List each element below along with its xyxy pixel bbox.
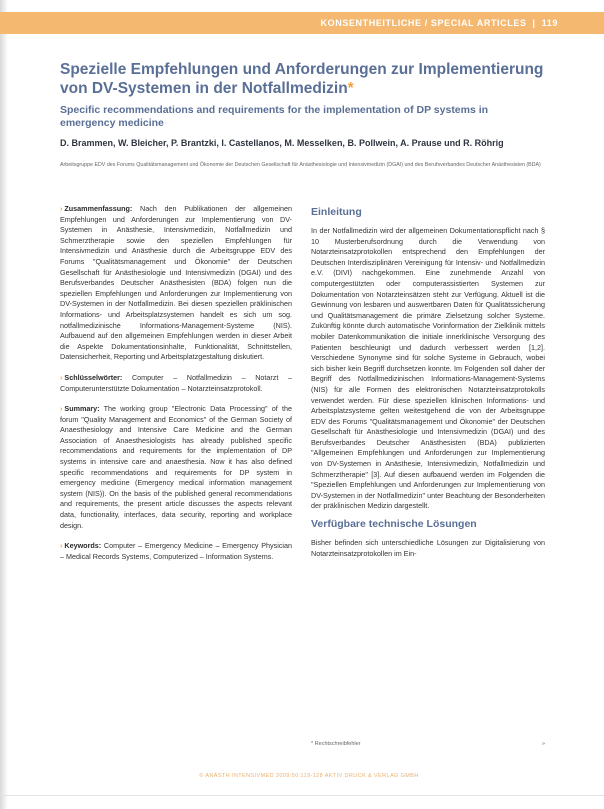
header-separator: | [532,18,536,28]
footnote-text: * Rechtschreibfehler [311,741,361,747]
abstract-english-label: Summary: [64,404,100,414]
section-heading-loesungen: Verfügbare technische Lösungen [311,518,477,531]
page-footer: © ANÄSTH INTENSIVMED 2009;50:119-128 AKTIV DRUCK & VERLAG GMBH [199,773,419,779]
header-page-number: 119 [541,18,558,28]
section-body-einleitung: In der Notfallmedizin wird der allgemeinen Dokumentationspflicht nach § 10 Musterberufsordnung durch die Verwendung von Notarzteinsatzprotokollen entsprechend den Empfehlungen der Deutschen Interdisziplinären Vereinigung für Intensiv- und Notfallmedizin e.V. (DIVI) nachgekommen. Eine zunehmende Anzahl von computergestützten oder computerassistierten Systemen zur Dokumentation von Notarzteinsätzen steht zur Verfügung. Aktuell ist die Gewinnung von lesbaren und auswertbaren Daten für Qualitätssicherung und Qualitätsmanagement die primäre Zielsetzung solcher Systeme. Zukünftig könnte durch automatische Vorinformation der Zielklinik mittels mobiler Datenkommunikation die initiale innerklinische Versorgung des Patienten beschleunigt und dadurch verbessert werden [1,2]. Verschiedene Synonyme sind für solche Systeme in Gebrauch, wobei sich bisher kein Begriff durchsetzen konnte. Im Folgenden soll daher der Begriff des Notfallmedizinischen Informations-Management-Systems (NIS) für alle Formen des elektronischen Notarzteinsatzprotokolls verwendet werden. Für diese speziellen klinischen Informations- und Arbeitsplatzsysteme gelten weitestgehend die von der Arbeitsgruppe EDV des Forums "Qualitätsmanagement und Ökonomie" der Deutschen Gesellschaft für Anästhesiologie und Intensivmedizin (DGAI) und des Berufsverbandes Deutscher Anästhesisten (BDA) publizierten "Allgemeinen Empfehlungen und Anforderungen zur Implementierung von DV-Systemen in Anästhesie, Intensivmedizin, Notfallmedizin und Schmerztherapie" [3]. Auf diesen aufbauend werden im Folgenden die "Speziellen Empfehlungen und Anforderungen zur Implementierung von DV-Systemen in der Notfallmedizin" unter Beachtung der Besonderheiten der präklinischen Medizin dargestellt. [311,226,545,511]
arrow-bullet-icon: › [60,204,63,213]
continuation-mark: » [541,741,545,747]
keywords-english-text: Computer – Emergency Medicine – Emergency Physician – Medical Records Systems, Computerized – Information Systems. [60,541,293,561]
footnote [311,741,545,747]
keywords-german-text: Computer – Notfallmedizin – Notarzt – Computerunterstützte Dokumentation – Notarzteinsatzprotokoll. [60,372,292,393]
author-affiliation: Arbeitsgruppe EDV des Forums Qualitätsmanagement und Ökonomie der Deutschen Gesellschaft für Anästhesiologie und Intensivmedizin (DGAI) und des Berufsverbandes Deutscher Anästhesisten (BDA) [60,162,541,168]
running-header [0,12,604,34]
article-title [60,60,560,98]
abstract-english-text: The working group "Electronic Data Processing" of the forum "Quality Management and Economics" of the German Society of Anaesthesiology and Intensive Care Medicine and the German Association of Anaesthesiologists has already published specific recommendations and requirements for the implementation of DP systems in intensive care and anaesthesia. Now it has also defined specific recommendations and requirements for DP system in emergency medicine (Emergency medical information management system (NIS)). On the basis of the published general recommendations and requirements, the present article discusses the aspects relevant data, functionality, interfaces, data security, reporting and workplace design. [60,404,292,530]
title-footnote-marker: * [347,80,354,97]
page-edge-shadow [0,0,8,809]
article-subtitle: Specific recommendations and requirements for the implementation of DP systems in emergency medicine [60,104,489,129]
section-body-loesungen: Bisher befinden sich unterschiedliche Lösungen zur Digitalisierung von Notarzteinsatzprotokollen im Ein- [311,538,545,558]
abstract-german-label: Zusammenfassung: [64,204,133,213]
arrow-bullet-icon: › [60,404,63,414]
abstract-german [60,204,292,363]
article-title-text: Spezielle Empfehlungen und Anforderungen zur Implementierung von DV-Systemen in der Notfallmedizin [60,61,544,97]
arrow-bullet-icon: › [60,372,63,382]
keywords-english-label: Keywords: [64,541,102,551]
right-column [311,204,545,559]
left-column [60,204,292,572]
keywords-english [60,541,292,562]
arrow-bullet-icon: › [60,541,63,551]
scan-fold-line [0,795,604,796]
keywords-german [60,373,292,394]
author-list: D. Brammen, W. Bleicher, P. Brantzki, I. Castellanos, M. Messelken, B. Pollwein, A. Prause und R. Röhrig [60,138,504,148]
abstract-german-text: Nach den Publikationen der allgemeinen Empfehlungen und Anforderungen zur Implementierung von DV-Systemen in Anästhesie, Intensivmedizin, Notfallmedizin und Schmerztherapie sowie den speziellen Empfehlungen für Intensivmedizin und Anästhesie durch die Arbeitsgruppe EDV des Forums "Qualitätsmanagement und Ökonomie" der Deutschen Gesellschaft für Anästhesiologie und Intensivmedizin (DGAI) und des Berufsverbandes Deutscher Anästhesisten (BDA) folgen nun die speziellen Empfehlungen und Anforderungen zur Implementierung von DV-Systemen in der Notfallmedizin. Bei diesen speziellen präklinischen Informations- und Arbeitsplatzsystemen handelt es sich um sog. notfallmedizinische Informations-Management-Systeme (NIS). Aufbauend auf den allgemeinen Empfehlungen werden in dieser Arbeit die Aspekte Dokumentationsinhalte, Funktionalität, Schnittstellen, Datensicherheit, Reporting und Arbeitsplatzgestaltung diskutiert. [60,204,292,362]
section-heading-einleitung: Einleitung [311,206,362,218]
keywords-german-label: Schlüsselwörter: [64,372,123,382]
abstract-english [60,404,292,531]
header-section-label: KONSENTHEITLICHE / SPECIAL ARTICLES [320,18,527,28]
